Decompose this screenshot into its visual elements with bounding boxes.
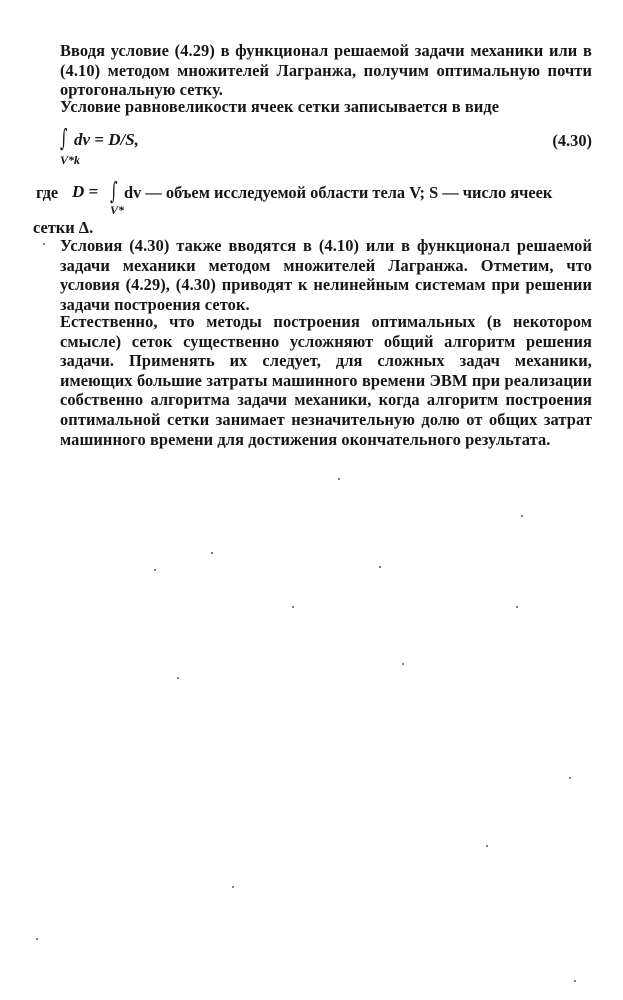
scan-speck	[36, 938, 38, 940]
where-definition	[36, 177, 592, 221]
integral-subscript: V*k	[60, 153, 81, 167]
scan-speck	[521, 515, 523, 517]
paragraph-text: Условие равновеликости ячеек сетки записывается в виде	[60, 97, 500, 116]
scan-speck	[379, 566, 381, 568]
paragraph-text: Условия (4.30) также вводятся в (4.10) или в функционал решаемой задачи механики методом множителей Лагранжа. Отметим, что условия (4.29), (4.30) приводят к нелинейным системам при решении задачи построения сеток.	[60, 236, 592, 314]
where-label: где	[36, 183, 59, 202]
paragraph-text: Вводя условие (4.29) в функционал решаемой задачи механики или в (4.10) методом множителей Лагранжа, получим оптимальную почти ортогональную сетку.	[60, 41, 592, 100]
scan-speck	[232, 886, 234, 888]
scan-speck	[486, 845, 488, 847]
scan-speck	[516, 606, 518, 608]
scan-speck	[154, 569, 156, 571]
paragraph-text: Естественно, что методы построения оптимальных (в некотором смысле) сеток существенно усложняют общий алгоритм решения задачи. Применять их следует, для сложных задач механики, имеющих большие затраты машинного времени ЭВМ при реализации собственно алгоритма задачи механики, когда алгоритм построения оптимальной сетки занимает незначительную долю от общих затрат машинного времени для достижения окончательного результата.	[60, 312, 592, 449]
scan-speck	[569, 777, 571, 779]
scan-speck	[211, 552, 213, 554]
paragraph-equal-area-condition	[60, 97, 592, 117]
paragraph-lagrange-conditions	[60, 236, 592, 314]
paragraph-methods-conclusion	[60, 312, 592, 449]
scan-speck	[43, 243, 45, 245]
scan-speck	[292, 606, 294, 608]
scan-speck	[402, 663, 404, 665]
scan-speck	[574, 980, 576, 982]
where-description: dv — объем исследуемой области тела V; S — число ячеек	[124, 183, 553, 202]
scan-speck	[338, 478, 340, 480]
equation-4-30	[60, 126, 592, 170]
where-D: D =	[72, 182, 99, 201]
integral-subscript: V*	[110, 203, 125, 217]
equation-number: (4.30)	[552, 131, 592, 150]
equation-body: dv = D/S,	[74, 130, 139, 149]
paragraph-optimal-grid	[60, 41, 592, 100]
integral-sign: ∫	[60, 124, 68, 152]
where-continuation: сетки Δ.	[33, 218, 94, 237]
scan-speck	[177, 677, 179, 679]
integral-sign: ∫	[110, 177, 118, 205]
